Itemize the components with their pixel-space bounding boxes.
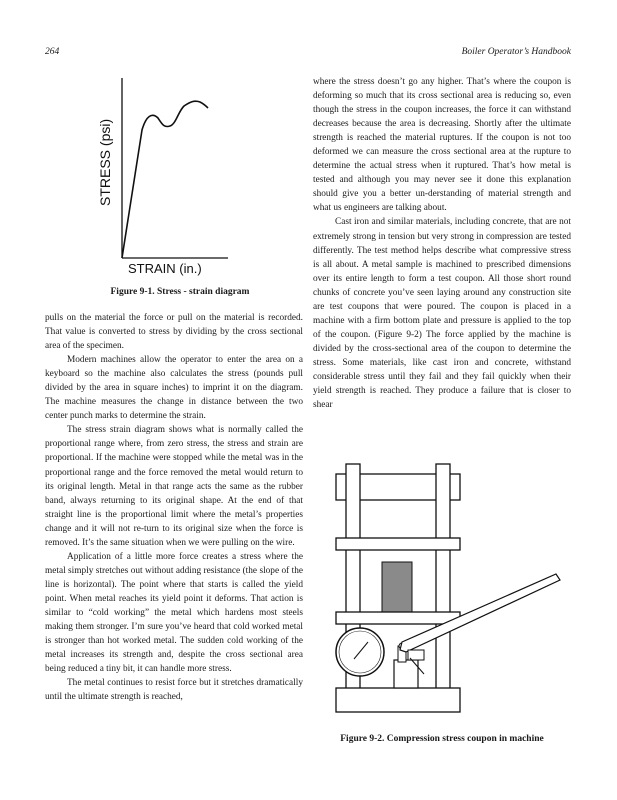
paragraph: Modern machines allow the operator to enter the area on a keyboard so the machine also calculates the stress (pounds pull divided by the area in square inches) to imprint it on the diagram. The machine measures the change in distance between the two center punch marks to determine the strain. — [45, 355, 303, 422]
left-column — [45, 311, 303, 704]
paragraph: The metal continues to resist force but it stretches dramatically until the ultimate strength is reached, — [45, 678, 303, 703]
x-axis-label: STRAIN (in.) — [128, 261, 202, 276]
paragraph: The stress strain diagram shows what is normally called the proportional range where, from zero stress, the stress and strain are proportional. If the machine were stopped while the metal was in the proportional range and the force removed the metal would return to its original length. Metal in that range acts the same as the rubber band, always returning to its original shape. At the end of that straight line is the proportional limit where the metal’s properties change and it will not re-turn to its original size when the force is removed. It’s the same situation when we were pulling on the wire. — [45, 425, 303, 548]
compression-machine-figure — [318, 462, 568, 728]
test-coupon — [382, 562, 412, 612]
figure-2-caption: Figure 9-2. Compression stress coupon in machine — [340, 734, 544, 744]
right-column — [313, 75, 571, 412]
running-header: Boiler Operator’s Handbook — [461, 47, 571, 57]
paragraph: Cast iron and similar materials, including concrete, that are not extremely strong in tension but very strong in compression are tested differently. The test method helps describe what compressive stress is all about. A metal sample is machined to prescribed dimensions over its entire length to form a test coupon. All those short round chunks of concrete you’ve seen laying around any construction site are test coupons that were poured. The coupon is placed in a machine with a firm bottom plate and pressure is applied to the top of the coupon. (Figure 9-2) The force applied by the machine is divided by the cross-sectional area of the coupon to determine the stress. Some materials, like cast iron and concrete, withstand considerable stress until they fail and they fail quickly when their yield strength is reached. They produce a failure that is closer to shear — [313, 217, 571, 411]
paragraph: Application of a little more force creates a stress where the metal simply stretches out without adding resistance (the slope of the line is horizontal). The point where that starts is called the yield point. When metal reaches its yield point it deforms. That action is similar to “cold working” the metal which hardens most steels making them stronger. I’m sure you’ve heard that cold worked metal is stronger than hot worked metal. The sudden cold working of the metal increases its strength and, despite the cross sectional area being reduced a tiny bit, it can handle more stress. — [45, 551, 303, 675]
y-axis-label: STRESS (psi) — [97, 118, 113, 206]
lower-platen — [336, 612, 460, 624]
paragraph: pulls on the material the force or pull on the material is recorded. That value is converted to stress by dividing by the cross sectional area of the specimen. — [45, 313, 303, 352]
page-number: 264 — [45, 47, 60, 57]
stress-strain-diagram — [90, 70, 230, 278]
pump-body — [394, 660, 418, 688]
machine-right-column — [436, 464, 450, 694]
machine-base — [336, 688, 460, 712]
figure-1-caption: Figure 9-1. Stress - strain diagram — [110, 287, 250, 297]
upper-platen — [336, 538, 460, 550]
stress-strain-curve — [122, 101, 208, 258]
paragraph: where the stress doesn’t go any higher. That’s where the coupon is deforming so much that its cross sectional area is reducing so, even though the stress in the coupon increases, the force it can withstand decreases because the area is decreasing. Shortly after the ultimate strength is reached the material ruptures. If the coupon is not too deformed we can measure the cross sectional area at the rupture to determine the actual stress when it ruptured. That’s how metal is tested and although you may never see it done this explanation should give you a better un-derstanding of material strength and what us engineers are talking about. — [313, 77, 571, 214]
